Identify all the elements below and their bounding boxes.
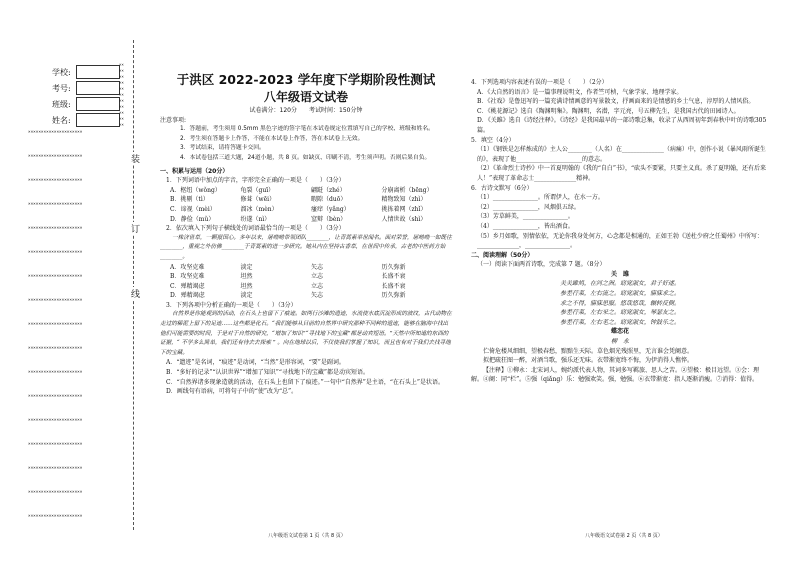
poem-line: 参差荇菜，左右流之。窈窕淑女，寤寐求之。 bbox=[559, 290, 680, 298]
notice-item: 2．考生须在答题卡上作答，不能在本试卷上作答，答在本试卷上无效。 bbox=[180, 135, 364, 142]
cut-line: ××××××××××××××××××××× bbox=[28, 514, 83, 519]
class-label: 班级: bbox=[52, 99, 71, 109]
question-1: 1．下列词语中加点的字音，字形完全正确的一项是（ ）（3分） bbox=[166, 177, 345, 185]
binding-mark-ding: 订 bbox=[131, 222, 139, 235]
cut-line: ××××××××××××××××××××× bbox=[28, 202, 83, 207]
q2-option-d[interactable]: D．殚精竭虑 淡定 矢志 历久弥新 bbox=[170, 292, 406, 300]
q4-option-c[interactable]: C．《桃花源记》选自《陶渊明集》。陶渊明，名潜，字元亮，号五柳先生，是我国古代的田园诗人。 bbox=[477, 107, 740, 115]
poem-notes: 【注释】①柳永：北宋词人，婉约派代表人物，其词多写羁旅、思人之苦。②望极：极目远望。③会：理解。④阑：同“栏”。⑤强（qiǎng）乐：勉强欢笑。强，勉强。⑥衣带渐宽：指人逐渐消瘦。⑦消得：值得。 bbox=[471, 366, 760, 384]
notice-item: 1．答题前，考生须用 0.5mm 黑色字迹的签字笔在本试卷规定位置填写自己的学校、班级和姓名。 bbox=[180, 126, 434, 133]
poem-author: 柳 永 bbox=[610, 338, 629, 346]
question-4: 4．下列选项内容表述有误的一项是（ ）（2分） bbox=[471, 79, 608, 86]
notice-item: 3．考试结束，请将答题卡交回。 bbox=[180, 145, 265, 152]
poem-line: 求之不得，寤寐思服。悠哉悠哉，辗转反侧。 bbox=[559, 299, 680, 307]
cut-line: ××××××××××××××××××××× bbox=[28, 298, 83, 303]
class-input[interactable] bbox=[76, 97, 120, 111]
question-6: 6．古诗文默写（6分） bbox=[471, 184, 533, 192]
poem-line: 关关雎鸠，在河之洲。窈窕淑女，君子好逑。 bbox=[559, 280, 680, 288]
cut-line: ××××××××××××××××××××× bbox=[28, 418, 83, 423]
q3-option-a[interactable]: A．“遗迹”是名词，“痕迹”是动词，“当然”是形容词，“要”是副词。 bbox=[166, 359, 345, 367]
q4-option-b[interactable]: B．《社戏》是鲁迅写的一篇充满诗情画意的写景散文，抒画面来的是情感的乡土气息，淳厚的人情风俗。 bbox=[477, 98, 755, 106]
q2-option-b[interactable]: B．攻坚克难 坦然 立志 长盛不衰 bbox=[170, 273, 406, 281]
poem-line: 参差荇菜，左右采之。窈窕淑女，琴瑟友之。 bbox=[559, 309, 680, 317]
poem-line: 伫倚危楼风细细，望极春愁，黯黯生天际。草色烟光残照里，无言谁会凭阑意。 bbox=[483, 347, 694, 355]
q1-option-c[interactable]: C．谛视（mèi） 溜冰（mèn） 瘙痒（yǎng） 挑拣着网（zhǐ） bbox=[170, 205, 427, 213]
exam-subtitle: 八年级语文试卷 bbox=[263, 90, 348, 104]
notice-item: 4．本试卷包括三道大题，24道小题，共 8 页。如缺页、印刷不清，考生须声明。否则后果自负。 bbox=[180, 154, 431, 161]
q3-option-d[interactable]: D．画线句有语病，可将句子中的“使”改为“总”。 bbox=[166, 388, 298, 396]
reading-instruction: （一）阅读下面两首诗歌，完成第 7 题。（8分） bbox=[477, 261, 606, 269]
q6-item[interactable]: （3）芳草鲜美，_______________。 bbox=[477, 213, 574, 221]
notice-title: 注意事项: bbox=[160, 116, 187, 124]
q1-option-a[interactable]: A．枢纽（wǒng） 龟裂（guī） 翩跹（zhé） 分崩离析（bēng） bbox=[170, 186, 433, 194]
cut-line: ××××××××××××××××××××× bbox=[28, 490, 83, 495]
cut-line: ××××××××××××××××××××× bbox=[28, 154, 83, 159]
name-field[interactable] bbox=[52, 113, 120, 127]
exam-number-input[interactable] bbox=[76, 81, 120, 95]
section-heading: 二、阅读理解（50分） bbox=[471, 251, 534, 259]
poem-title: 蝶恋花 bbox=[610, 328, 629, 336]
poem-line: 参差荇菜，左右芼之。窈窕淑女，钟鼓乐之。 bbox=[559, 318, 680, 326]
cut-line: ××××××××××××××××××××× bbox=[28, 394, 83, 399]
question-2: 2．依次填入下列句子横线处的词语最恰当的一项是（ ）（3分） bbox=[166, 225, 345, 233]
q1-option-d[interactable]: D．静俭（mǔ） 纷遂（nì） 窒辩（bèn） 人情世故（shì） bbox=[170, 215, 427, 223]
school-field[interactable] bbox=[52, 65, 120, 79]
q5-item[interactable]: （1）《钢铁是怎样炼成的》主人公________（人名）在______________（病痛）中，创作小说《暴风雨所诞生的》，表现了他______________________的意志。 bbox=[477, 146, 766, 163]
section-heading: 一、积累与运用（20分） bbox=[160, 167, 229, 175]
exam-number-field[interactable] bbox=[52, 81, 120, 95]
class-field[interactable] bbox=[52, 97, 120, 111]
question-3: 3．下列各项中分析正确的一项是（ ）（3分） bbox=[166, 301, 297, 309]
page-two-column bbox=[471, 78, 769, 385]
q6-item[interactable]: （4）_______________，皆出酒食。 bbox=[477, 222, 574, 230]
q4-option-d[interactable]: D．《关雎》选自《诗经注释》。《诗经》是我国最早的一部诗歌总集，收录了从西周初年到春秋中叶的诗歌305篇。 bbox=[477, 117, 767, 134]
name-label: 姓名: bbox=[52, 115, 71, 125]
page-footer: 八年级语文试卷第 1 页（共 8 页） bbox=[268, 533, 346, 539]
exam-meta: 试卷满分：120分 考试时间：150分钟 bbox=[249, 107, 363, 114]
binding-dashed-line bbox=[133, 40, 134, 530]
cut-line: ××××××××××××××××××××× bbox=[28, 178, 83, 183]
q4-option-a[interactable]: A．《大自然的语言》是一篇事理说明文，作者竺可桢，气象学家、地理学家。 bbox=[477, 88, 683, 96]
exam-number-label: 考号: bbox=[52, 83, 71, 93]
cut-line: ××××××××××××××××××××× bbox=[28, 466, 83, 471]
school-input[interactable] bbox=[76, 65, 120, 79]
question-3-passage: 自然界是你能观到的活动，在石头上也留下了痕迹。如两行沙滩的遗迹，水流使水底沉淀形成的波纹，古代动物在走过的稀泥上留下的足迹……这些都是化石。“我们能够从目前的自然界中研究那种不同种的遗迹，能够在脑海中找出他们可能需要的时间，于是对于自然的研究，“增加了知识”“寻找地下的宝藏”都是动宾短语。”天然中所知道的东西的证据，“ 不学多么简单，我们还有待去去探索 ” 。向在地球以后，不仅使我们掌握了知识，而且也有对于我们去找寻地下的宝藏。 bbox=[160, 311, 452, 356]
page-footer: 八年级语文试卷第 2 页（共 8 页） bbox=[585, 533, 663, 539]
name-input[interactable] bbox=[76, 113, 120, 127]
binding-mark-zhuang: 装 bbox=[131, 152, 139, 165]
q3-option-c[interactable]: C．“自然界诸多现象造就的活动，在石头上也留下了痕迹。”一句中“自然界”是主语，“在石头上”是状语。 bbox=[166, 378, 444, 386]
cut-line: ××××××××××××××××××××× bbox=[28, 274, 83, 279]
binding-sidebar bbox=[0, 0, 141, 561]
page-one-column bbox=[160, 72, 452, 397]
q1-option-b[interactable]: B．挑剔（tì） 修葺（wēi） 暇隙（duō） 精物致知（zhì） bbox=[170, 196, 427, 204]
q6-item[interactable]: （2）_______________，风烟俱五绿。 bbox=[477, 203, 580, 211]
exam-title: 于洪区 2022-2023 学年度下学期阶段性测试 bbox=[176, 72, 436, 87]
poem-line: 拟把疏狂图一醉，对酒当歌，强乐还无味。衣带渐宽终不悔，为伊消得人憔悴。 bbox=[483, 357, 694, 365]
seal-cross-column: ×× ×× ×× ×× ×× ×× ×× ×× ×× ×× ×× bbox=[119, 62, 124, 127]
cut-line: ××××××××××××××××××××× bbox=[28, 250, 83, 255]
q6-item[interactable]: （5）乡月如歌，别情依依，无论你我身处何方，心念都是相通的，正如王勃《送杜少府之任蜀州》中所写：______________，_______________。 bbox=[477, 232, 763, 250]
q6-item[interactable]: （1）_______________。所谓伊人，在水一方。 bbox=[477, 194, 604, 202]
question-5: 5．填空（4分） bbox=[471, 136, 515, 144]
poem-title: 关 雎 bbox=[610, 270, 629, 278]
binding-mark-xian: 线 bbox=[131, 287, 139, 300]
cut-line: ××××××××××××××××××××× bbox=[28, 322, 83, 327]
school-label: 学校: bbox=[52, 67, 71, 77]
cut-line: ××××××××××××××××××××× bbox=[28, 226, 83, 231]
cut-line: ××××××××××××××××××××× bbox=[28, 370, 83, 375]
q2-option-a[interactable]: A．攻坚克难 淡定 矢志 历久弥新 bbox=[170, 263, 406, 271]
question-2-passage: 一株济世草，一颗报国心。多年以来，屠呦呦带领团队________，让青蒿素举世闻名。面对荣誉，屠呦呦一如既往________，重视之外仿佛________于青蒿素的进一步研究。她从内在坚持古香草，在世间中传承，古老的中医药方始________。 bbox=[160, 234, 452, 260]
q2-option-c[interactable]: C．殚精竭虑 坦然 立志 长盛不衰 bbox=[170, 282, 406, 290]
q3-option-b[interactable]: B．“多好的记录”“认识世界”“增加了知识”“寻找地下的宝藏”都是动宾短语。 bbox=[166, 369, 369, 377]
cut-line: ××××××××××××××××××××× bbox=[28, 130, 83, 135]
cut-line: ××××××××××××××××××××× bbox=[28, 346, 83, 351]
cut-line: ××××××××××××××××××××× bbox=[28, 442, 83, 447]
q5-item[interactable]: （2）《革命烈士诗抄》中一首夏明翰的《我的“自白”书》，“砍头不要紧，只要主义真。杀了夏明翰，还有后来人！”表现了革命志士______________精神。 bbox=[477, 165, 767, 182]
